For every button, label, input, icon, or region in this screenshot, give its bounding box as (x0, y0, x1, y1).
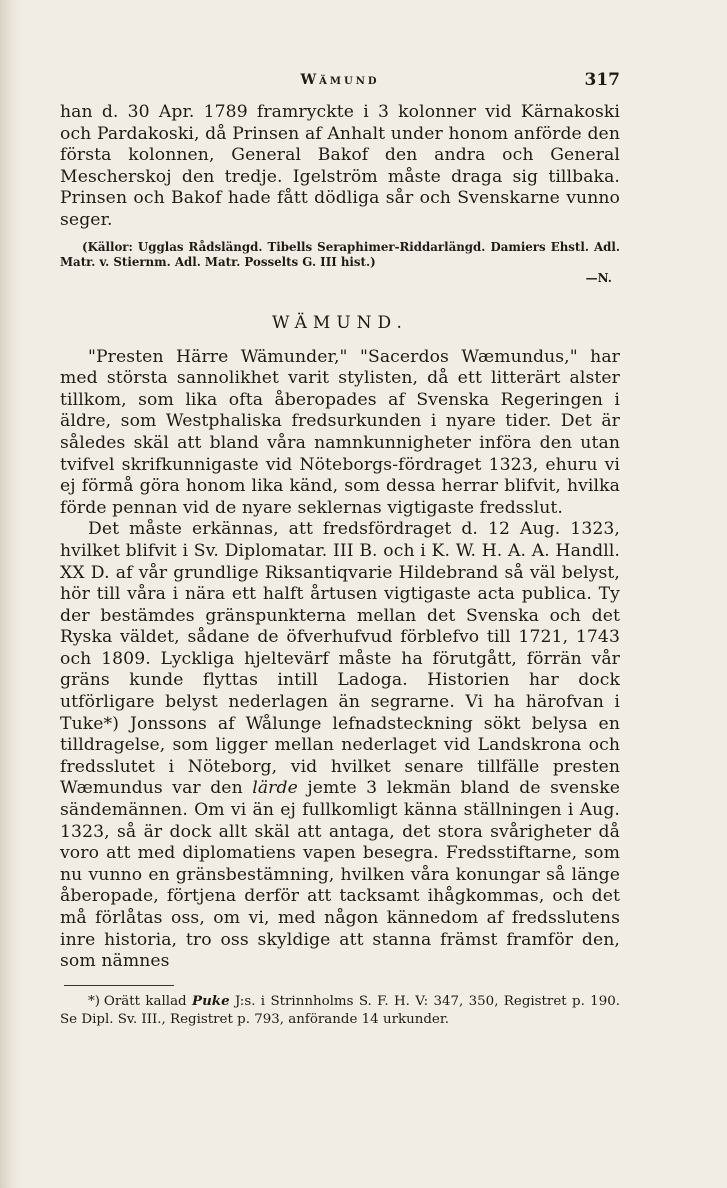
paragraph-2-part-1: Det måste erkännas, att fredsfördraget d. 12 Aug. 1323, hvilket blifvit i Sv. Diplomatar. III B. och i K. W. H. A. A. Handll. XX D. af vår grundlige Riksantiqvarie Hildebrand så väl belyst, hör till våra i nära ett halft årtusen vigtigaste acta publica. Ty der bestämdes gränspunkterna mellan det Svenska och det Ryska väldet, sådane de öfverhufvud förblefvo till 1721, 1743 och 1809. Lyckliga hjeltevärf måste ha förutgått, förrän vår gräns kunde flyttas intill Ladoga. Historien har dock utförligare belyst nederlagen än segrarne. Vi ha härofvan i Tuke (60, 519, 620, 734)
footnote-text-end: J:s. i Strinnholms S. F. H. V: 347, 350, Registret p. 190. Se Dipl. Sv. III., Registret p. 793, anförande 14 urkunder. (60, 993, 620, 1027)
page-edge (0, 0, 22, 1188)
article-paragraph-1: "Presten Härre Wämunder," "Sacerdos Wæmundus," har med största sannolikhet varit stylisten, då ett litterärt alster tillkom, som lika ofta åberopades af Svenska Regeringen i äldre, som Westphaliska fredsurkunden i nyare tider. Det är således skäl att bland våra namnkunnigheter införa den utan tvifvel skrifkunnigaste vid Nöteborgs-fördraget 1323, ehuru vi ej förmå göra honom lika känd, som dessa herrar blifvit, hvilka förde pennan vid de nyare seklernas vigtigaste fredsslut. (60, 346, 620, 518)
page-number: 317 (584, 70, 620, 90)
footnote (60, 992, 620, 1029)
running-title: Wämund (300, 72, 380, 88)
footnote-divider (64, 985, 174, 986)
footnote-mark: *) (88, 993, 100, 1009)
author-signature: —N. (585, 270, 612, 285)
paragraph-2-part-3: jemte 3 lekmän bland de svenske sändemännen. Om vi än ej fullkomligt känna ställningen i Aug. 1323, så är dock allt skäl att antaga, det stora svårigheter då voro att med diplomatiens vapen besegra. Fredsstiftarne, som nu vunno en gränsbestämning, hvilken våra konungar så länge åberopade, förtjena derför att tacksamt ihågkommas, och det må förlåtas oss, om vi, med någon kännedom af fredsslutens inre historia, tro oss skyldige att stanna främst framför den, som nämnes (60, 778, 620, 972)
footnote-name: Puke (192, 992, 230, 1009)
italic-word-larde: lärde (252, 778, 298, 799)
footnote-text-start: Orätt kallad (103, 993, 187, 1009)
book-page (60, 60, 620, 1029)
article-paragraph-2 (60, 519, 620, 972)
continued-article-text: han d. 30 Apr. 1789 framryckte i 3 kolonner vid Kärnakoski och Pardakoski, då Prinsen af Anhalt under honom anförde den första kolonnen, General Bakof den andra och General Mescherskoj den tredje. Igelström måste draga sig tillbaka. Prinsen och Bakof hade fått dödliga sår och Svenskarne vunno seger. (60, 102, 620, 230)
footnote-reference[interactable]: *) (103, 713, 120, 734)
running-head (60, 60, 620, 96)
article-title: WÄMUND. (272, 312, 408, 333)
paragraph-2-part-2: Jonssons af Wålunge lefnadsteckning sökt belysa en tilldragelse, som ligger mellan nederlaget vid Landskrona och fredsslutet i Nöteborg, vid hvilket senare tillfälle presten Wæmundus var den (60, 713, 620, 799)
sources-citation: (Källor: Ugglas Rådslängd. Tibells Seraphimer-Riddarlängd. Damiers Ehstl. Adl. Matr. v. Stiernm. Adl. Matr. Posselts G. III hist.) (60, 239, 620, 269)
